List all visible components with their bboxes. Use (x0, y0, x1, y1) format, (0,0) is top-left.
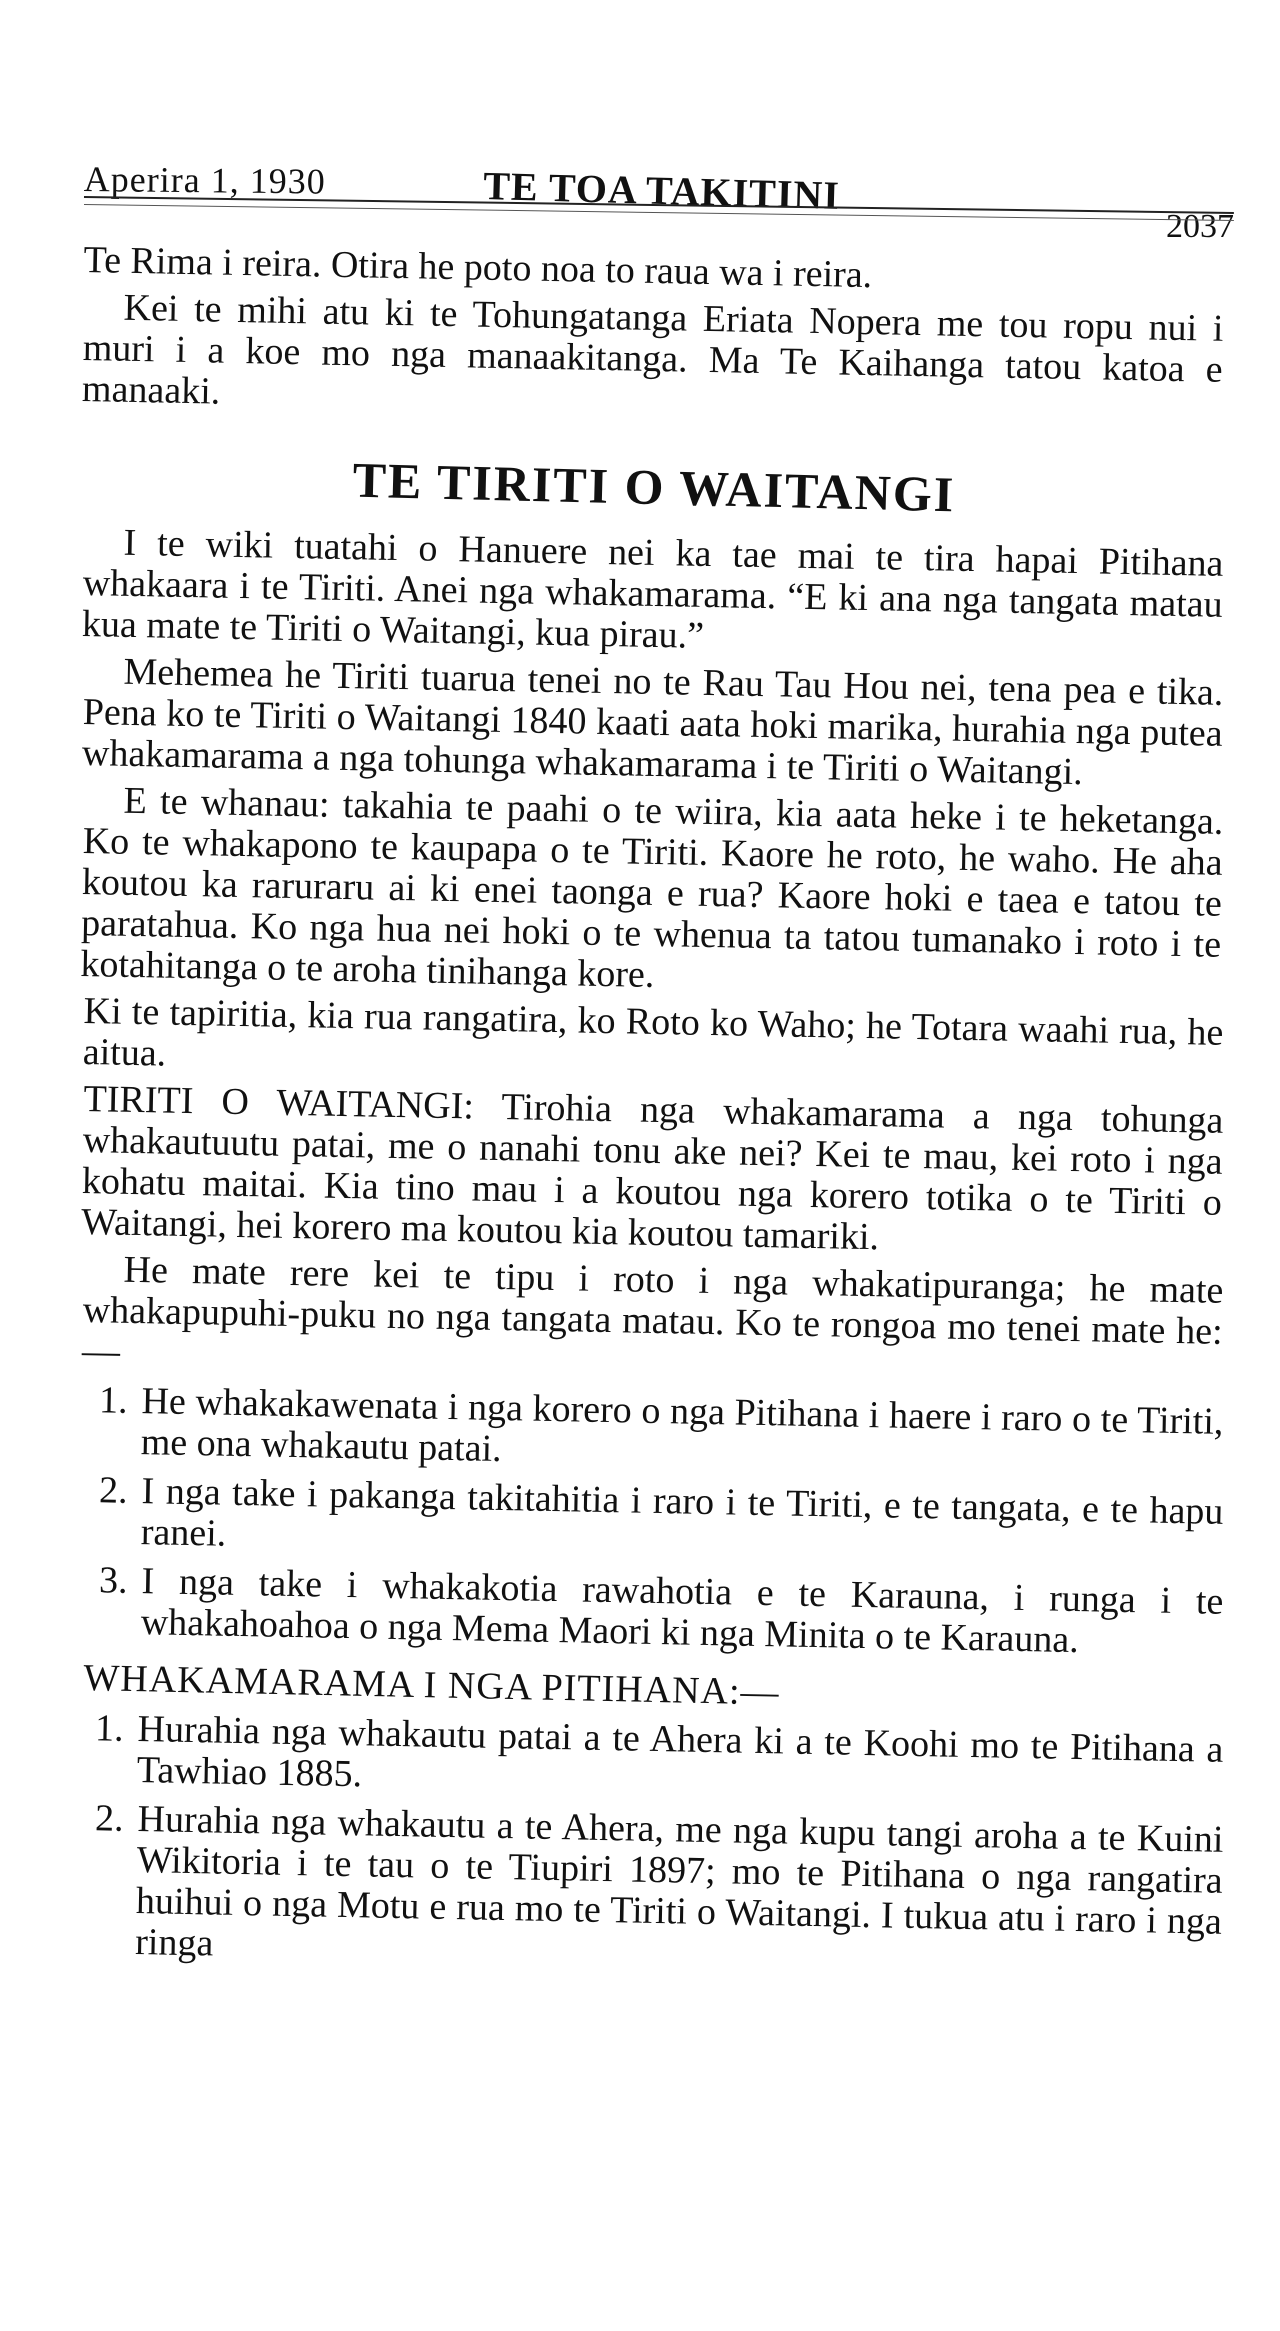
pitihana-subheading: WHAKAMARAMA I NGA PITIHANA:— (83, 1656, 780, 1714)
list-number: 1. (98, 1379, 129, 1422)
list-text: I nga take i pakanga takitahitia i raro i te Tiriti, e te tangata, e te hapu ranei. (140, 1470, 1224, 1555)
list-item (82, 1380, 1223, 1484)
list-item (82, 1560, 1223, 1664)
publication-title: TE TOA TAKITINI (482, 162, 841, 218)
pitihana-list (84, 1707, 1224, 1965)
body-paragraph-4: Ki te tapiritia, kia rua rangatira, ko Roto ko Waho; he Totara waahi rua, he aitua. (82, 990, 1224, 1075)
list-item (81, 1798, 1224, 1984)
intro-paragraph-1: Te Rima i reira. Otira he poto noa to raua wa i reira. (83, 239, 873, 297)
page-number: 2037 (1166, 208, 1234, 245)
list-item (82, 1470, 1223, 1574)
tiriti-paragraph: TIRITI O WAITANGI: Tirohia nga whakamarama a nga tohunga whakautuutu patai, me o nanahi tonu ake nei? Kei te mau, kei roto i nga kohatu maitai. Kia tino mau i a koutou nga korero totika o te Tiriti o Waitangi, hei korero ma koutou kia koutou tamariki. (80, 1078, 1224, 1259)
section-title: TE TIRITI O WAITANGI (352, 451, 956, 523)
list-text: Hurahia nga whakautu a te Ahera, me nga kupu tangi aroha a te Kuini Wikitoria i te tau o te Tiupiri 1897; mo te Pitihana o nga rangatira huihui o nga Motu e rua mo te Tiriti o Waitangi. I tukua atu i raro i nga ringa (134, 1798, 1224, 1965)
list-number: 1. (94, 1707, 125, 1750)
list-text: He whakakawenata i nga korero o nga Pitihana i haere i raro o te Tiriti, me ona whakautu patai. (140, 1380, 1224, 1471)
list-number: 2. (94, 1797, 125, 1840)
intro-paragraph-2: Kei te mihi atu ki te Tohungatanga Eriata Nopera me tou ropu nui i muri i a koe mo nga manaakitanga. Ma Te Kaihanga tatou katoa e manaaki. (81, 286, 1224, 413)
issue-date: Aperira 1, 1930 (83, 158, 326, 202)
list-item (82, 1708, 1223, 1812)
list-number: 3. (98, 1559, 129, 1602)
body-paragraph-1: I te wiki tuatahi o Hanuere nei ka tae mai te tira hapai Pitihana whakaara i te Tiriti. Anei nga whakamarama. “E ki ana nga tangata matau kua mate te Tiriti o Waitangi, kua pirau.” (81, 521, 1224, 657)
mate-paragraph: He mate rere kei te tipu i roto i nga whakatipuranga; he mate whakapupuhi-puku no nga tangata matau. Ko te rongoa mo tenei mate he:— (81, 1248, 1224, 1373)
list-text: Hurahia nga whakautu patai a te Ahera ki a te Koohi mo te Pitihana a Tawhiao 1885. (136, 1708, 1224, 1796)
body-paragraph-3: E te whanau: takahia te paahi o te wiira, kia aata heke i te heketanga. Ko te whakapono te kaupapa o te Tiriti. Kaore he roto, he waho. He aha koutou ka raruraru ai ki enei taonga e rua? Kaore hoki e taea e tatou te paratahua. Ko nga hua nei hoki o te whenua ta tatou tumanako i roto i te kotahitanga o te aroha tinihanga kore. (80, 779, 1224, 996)
remedy-list (84, 1379, 1224, 1662)
text-column (80, 239, 1224, 1972)
list-number: 2. (98, 1469, 129, 1512)
list-text: I nga take i whakakotia rawahotia e te Karauna, i runga i te whakahoahoa o nga Mema Maori ki nga Minita o te Karauna. (140, 1560, 1224, 1662)
body-paragraph-2: Mehemea he Tiriti tuarua tenei no te Rau Tau Hou nei, tena pea e tika. Pena ko te Tiriti o Waitangi 1840 kaati aata hoki marika, hurahia nga putea whakamarama a nga tohunga whakamarama i te Tiriti o Waitangi. (81, 650, 1224, 794)
